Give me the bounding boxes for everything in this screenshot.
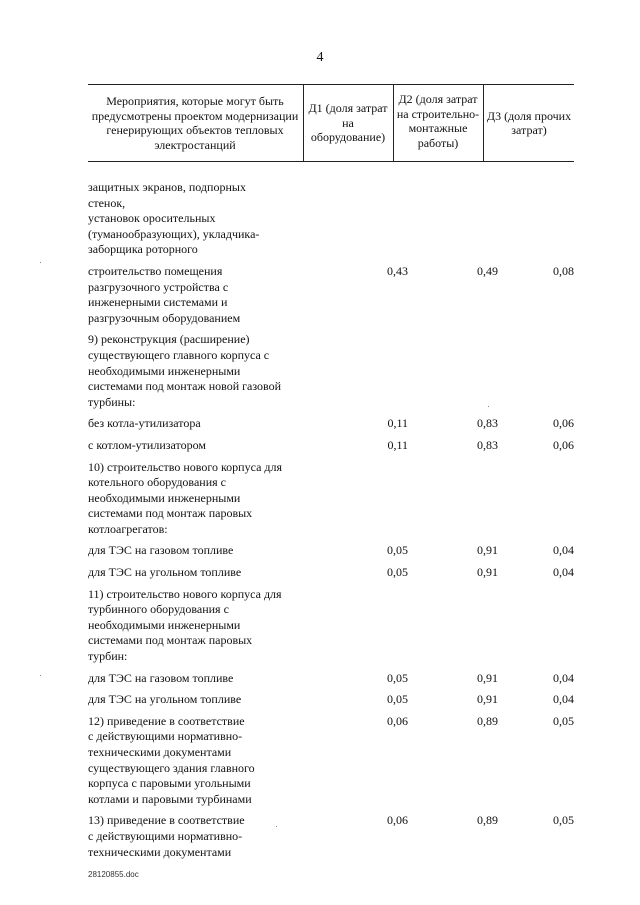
value-d2: 0,91 <box>477 543 498 558</box>
table-row <box>88 692 574 708</box>
value-d3: 0,06 <box>553 437 574 452</box>
scan-speck <box>276 826 277 827</box>
table-row <box>88 460 574 538</box>
table-row <box>88 813 574 860</box>
table-row <box>88 264 574 326</box>
value-d1: 0,11 <box>387 437 408 452</box>
column-divider <box>303 85 304 161</box>
cost-share-table <box>88 84 574 162</box>
row-description: строительство помещения разгрузочного устройства с инженерными системами и разгрузочным оборудованием <box>88 263 241 325</box>
row-description: 10) строительство нового корпуса для котельного оборудования с необходимыми инженерными системами под монтаж паровых котлоагрегатов: <box>88 459 283 536</box>
value-d2: 0,83 <box>477 437 498 452</box>
table-row <box>88 180 574 258</box>
value-d1: 0,05 <box>387 670 408 685</box>
value-d1: 0,11 <box>387 416 408 431</box>
row-description: защитных экранов, подпорных стенок, установок оросительных (туманообразующих), укладчика- заборщика роторного <box>88 180 260 257</box>
row-description: без котла-утилизатора <box>88 416 201 431</box>
row-description: для ТЭС на газовом топливе <box>88 670 234 685</box>
table-body <box>88 180 574 866</box>
value-d3: 0,04 <box>553 692 574 707</box>
scan-speck <box>40 262 41 263</box>
header-measures: Мероприятия, которые могут быть предусмотрены проектом модернизации генерирующих объектов тепловых электростанций <box>91 94 299 152</box>
header-d3: Д3 (доля прочих затрат) <box>486 108 572 137</box>
row-description: для ТЭС на угольном топливе <box>88 692 242 707</box>
value-d1: 0,06 <box>387 713 408 728</box>
row-description: 9) реконструкция (расширение) существующего главного корпуса с необходимыми инженерными системами под монтаж новой газовой турбины: <box>88 332 282 409</box>
table-row <box>88 587 574 665</box>
table-row <box>88 543 574 559</box>
value-d2: 0,89 <box>477 813 498 828</box>
value-d1: 0,43 <box>387 263 408 278</box>
column-divider <box>483 85 484 161</box>
page-number: 4 <box>316 50 324 65</box>
value-d3: 0,04 <box>553 565 574 580</box>
table-header <box>88 84 574 162</box>
file-name-footer: 28120855.doc <box>88 870 139 879</box>
table-row <box>88 332 574 410</box>
header-d2: Д2 (доля затрат на строительно-монтажные работы) <box>396 92 480 150</box>
value-d3: 0,05 <box>553 713 574 728</box>
table-row <box>88 438 574 454</box>
value-d3: 0,06 <box>553 416 574 431</box>
row-description: с котлом-утилизатором <box>88 437 206 452</box>
value-d2: 0,83 <box>477 416 498 431</box>
header-d1: Д1 (доля затрат на оборудование) <box>308 101 388 145</box>
value-d2: 0,91 <box>477 565 498 580</box>
value-d1: 0,06 <box>387 813 408 828</box>
value-d1: 0,05 <box>387 543 408 558</box>
table-row <box>88 714 574 808</box>
value-d3: 0,08 <box>553 263 574 278</box>
value-d3: 0,04 <box>553 670 574 685</box>
column-divider <box>393 85 394 161</box>
scan-speck <box>40 675 41 676</box>
value-d1: 0,05 <box>387 565 408 580</box>
row-description: 12) приведение в соответствие с действующими нормативно- техническими документами существующего здания главного корпуса с паровыми угольными котлами и паровыми турбинами <box>88 713 255 806</box>
value-d1: 0,05 <box>387 692 408 707</box>
value-d2: 0,91 <box>477 692 498 707</box>
table-row <box>88 416 574 432</box>
value-d2: 0,49 <box>477 263 498 278</box>
row-description: для ТЭС на газовом топливе <box>88 543 234 558</box>
row-description: 11) строительство нового корпуса для турбинного оборудования с необходимыми инженерными системами под монтаж паровых турбин: <box>88 586 282 664</box>
value-d2: 0,89 <box>477 713 498 728</box>
scan-speck <box>488 406 489 407</box>
value-d3: 0,05 <box>553 813 574 828</box>
row-description: 13) приведение в соответствие с действующими нормативно- техническими документами <box>88 813 245 859</box>
row-description: для ТЭС на угольном топливе <box>88 565 242 580</box>
table-row <box>88 565 574 581</box>
table-row <box>88 671 574 687</box>
value-d3: 0,04 <box>553 543 574 558</box>
value-d2: 0,91 <box>477 670 498 685</box>
